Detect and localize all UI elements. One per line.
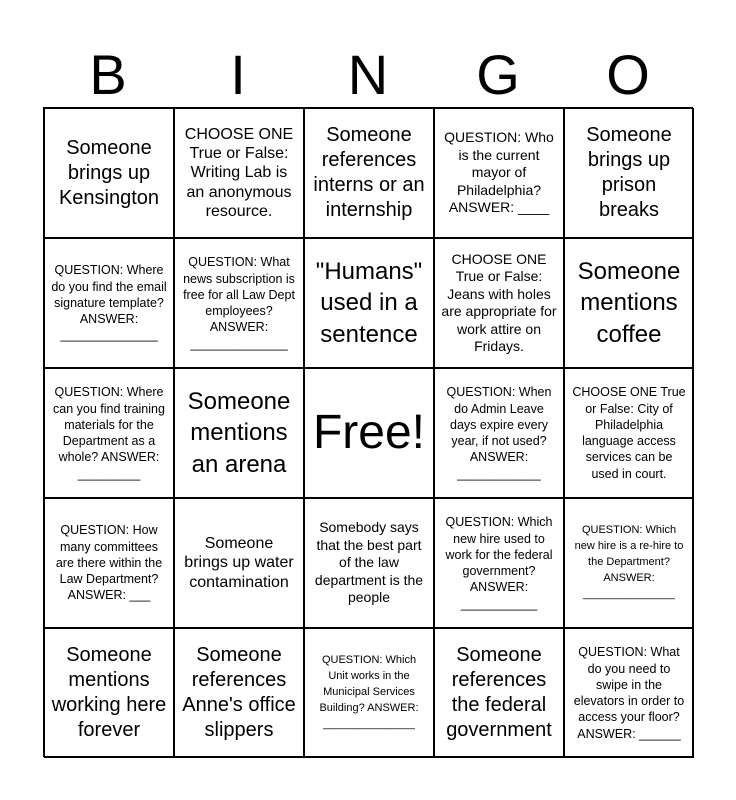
header-letter-b: B — [89, 43, 127, 106]
cell-text: QUESTION: How many committees are there within the Law Department? ANSWER: ___ — [55, 523, 163, 603]
cell-text: Someone brings up water contamination — [184, 535, 294, 591]
bingo-cell[interactable] — [304, 238, 434, 368]
bingo-cell[interactable] — [174, 628, 304, 758]
cell-text: QUESTION: Who is the current mayor of Philadelphia? ANSWER: ____ — [444, 129, 554, 216]
bingo-cell[interactable] — [44, 238, 174, 368]
cell-text: "Humans" used in a sentence — [315, 258, 423, 348]
cell-text: QUESTION: Where can you find training materials for the Department as a whole? ANSWER: _________ — [53, 385, 165, 481]
cell-text: QUESTION: When do Admin Leave days expire every year, if not used? ANSWER: ____________ — [446, 385, 552, 481]
cell-text: QUESTION: Which new hire used to work for the federal government? ANSWER: ___________ — [445, 515, 553, 611]
cell-text: Someone brings up Kensington — [58, 136, 160, 209]
bingo-cell[interactable] — [434, 238, 564, 368]
bingo-cell[interactable] — [44, 108, 174, 238]
free-space-cell[interactable] — [304, 368, 434, 498]
bingo-cell[interactable] — [434, 368, 564, 498]
bingo-cell[interactable] — [564, 368, 694, 498]
bingo-cell[interactable] — [304, 498, 434, 628]
bingo-header — [43, 42, 693, 108]
cell-text: CHOOSE ONE True or False: Writing Lab is an anonymous resource. — [184, 126, 294, 220]
bingo-cell[interactable] — [434, 108, 564, 238]
bingo-grid — [43, 107, 693, 757]
cell-text: Someone mentions coffee — [577, 258, 681, 348]
header-letter-n: N — [347, 43, 389, 106]
bingo-cell[interactable] — [174, 368, 304, 498]
bingo-cell[interactable] — [564, 628, 694, 758]
bingo-cell[interactable] — [44, 628, 174, 758]
bingo-cell[interactable] — [434, 628, 564, 758]
cell-text: QUESTION: What do you need to swipe in the elevators in order to access your floor? ANSWER: ______ — [573, 645, 685, 741]
bingo-cell[interactable] — [564, 498, 694, 628]
bingo-cell[interactable] — [434, 498, 564, 628]
cell-text: QUESTION: Which Unit works in the Municipal Services Building? ANSWER: _______________ — [319, 654, 419, 730]
cell-text: QUESTION: What news subscription is free for all Law Dept employees? ANSWER: ______________ — [183, 255, 295, 351]
bingo-cell[interactable] — [44, 368, 174, 498]
cell-text: Someone mentions working here forever — [51, 644, 167, 741]
cell-text: Somebody says that the best part of the law department is the people — [314, 519, 424, 606]
bingo-cell[interactable] — [174, 498, 304, 628]
cell-text: Someone brings up prison breaks — [586, 124, 672, 221]
bingo-cell[interactable] — [304, 108, 434, 238]
cell-text: QUESTION: Where do you find the email signature template? ANSWER: ______________ — [51, 263, 167, 343]
bingo-cell[interactable] — [44, 498, 174, 628]
bingo-cell[interactable] — [174, 108, 304, 238]
bingo-cell[interactable] — [564, 108, 694, 238]
cell-text: Someone references the federal government — [446, 644, 552, 741]
cell-text: CHOOSE ONE True or False: City of Philadelphia language access services can be used in court. — [572, 385, 686, 481]
header-letter-i: I — [230, 43, 246, 106]
cell-text: Someone references interns or an internship — [313, 124, 425, 221]
cell-text: Someone mentions an arena — [187, 388, 291, 478]
cell-text: Someone references Anne's office slippers — [182, 644, 296, 741]
header-letter-g: G — [476, 43, 520, 106]
cell-text: CHOOSE ONE True or False: Jeans with holes are appropriate for work attire on Fridays. — [441, 250, 557, 354]
header-letter-o: O — [606, 43, 650, 106]
bingo-cell[interactable] — [564, 238, 694, 368]
bingo-cell[interactable] — [174, 238, 304, 368]
bingo-cell[interactable] — [304, 628, 434, 758]
cell-text: QUESTION: Which new hire is a re-hire to the Department? ANSWER: _______________ — [574, 524, 684, 600]
free-space-text: Free! — [312, 405, 426, 459]
